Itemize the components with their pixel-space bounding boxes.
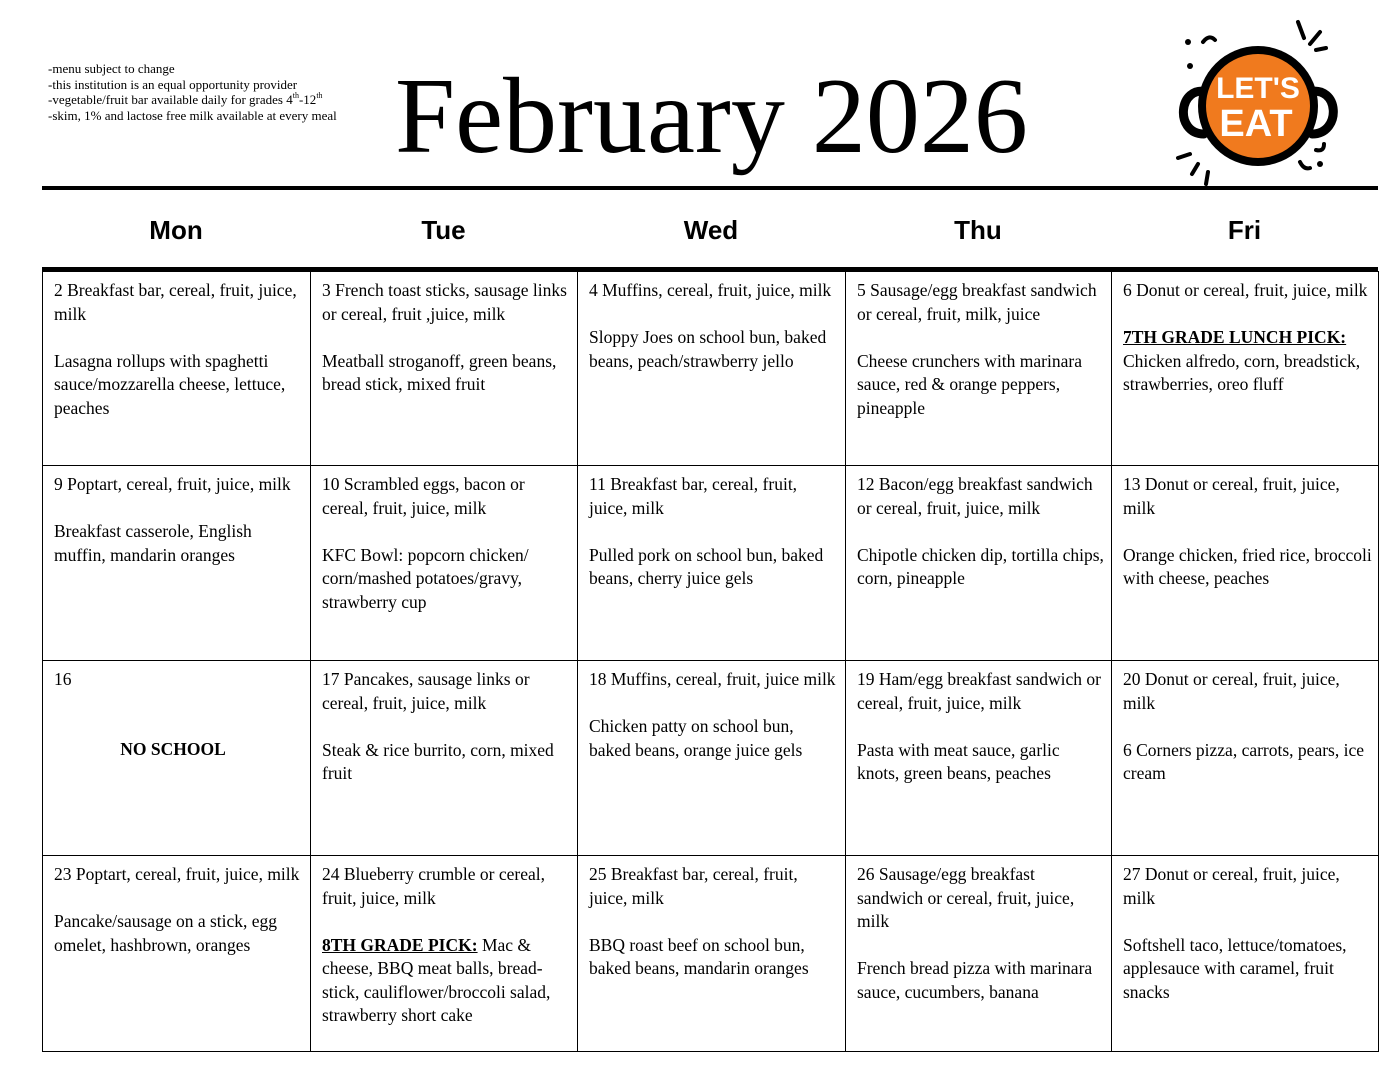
header-wed: Wed — [683, 215, 739, 245]
day-cell: 5 Sausage/egg breakfast sandwich or cereal, fruit, milk, juice Cheese crunchers with marinara sauce, red & orange peppers, pineapple — [846, 272, 1112, 466]
menu-notes — [48, 61, 348, 123]
day-cell: 11 Breakfast bar, cereal, fruit, juice, milk Pulled pork on school bun, baked beans, cherry juice gels — [578, 466, 846, 661]
day-cell: 16 NO SCHOOL — [43, 661, 311, 856]
header-tue: Tue — [421, 215, 466, 245]
day-cell: 27 Donut or cereal, fruit, juice, milk Softshell taco, lettuce/tomatoes, applesauce with caramel, fruit snacks — [1112, 856, 1379, 1052]
note-veg-fruit-bar: -vegetable/fruit bar available daily for grades 4th-12th — [48, 91, 323, 107]
week-row — [43, 272, 1379, 466]
week-row — [43, 661, 1379, 856]
header-thu: Thu — [954, 215, 1002, 245]
week-row — [43, 466, 1379, 661]
no-school-label: NO SCHOOL — [120, 738, 226, 759]
title-divider — [42, 186, 1378, 190]
day-cell: 19 Ham/egg breakfast sandwich or cereal, fruit, juice, milk Pasta with meat sauce, garlic knots, green beans, peaches — [846, 661, 1112, 856]
note-milk-options: -skim, 1% and lactose free milk available at every meal — [48, 107, 337, 123]
grade-lunch-pick: 8TH GRADE PICK: — [322, 934, 478, 955]
pot-icon — [1168, 14, 1348, 194]
day-cell: 9 Poptart, cereal, fruit, juice, milk Breakfast casserole, English muffin, mandarin oranges — [43, 466, 311, 661]
grade-lunch-pick: 7TH GRADE LUNCH PICK: — [1123, 327, 1347, 347]
day-cell: 25 Breakfast bar, cereal, fruit, juice, milk BBQ roast beef on school bun, baked beans, mandarin oranges — [578, 856, 846, 1052]
day-cell: 13 Donut or cereal, fruit, juice, milk Orange chicken, fried rice, broccoli with cheese, peaches — [1112, 466, 1379, 661]
day-cell: 26 Sausage/egg breakfast sandwich or cereal, fruit, juice, milk French bread pizza with marinara sauce, cucumbers, banana — [846, 856, 1112, 1052]
page-title: February 2026 — [395, 57, 1028, 176]
day-cell: 24 Blueberry crumble or cereal, fruit, juice, milk 8TH GRADE PICK: Mac & cheese, BBQ meat balls, bread-stick, cauliflower/broccoli salad, strawberry short cake — [311, 856, 578, 1052]
header-mon: Mon — [149, 215, 203, 245]
day-cell: 6 Donut or cereal, fruit, juice, milk 7TH GRADE LUNCH PICK: Chicken alfredo, corn, breadstick, strawberries, oreo fluff — [1112, 272, 1379, 466]
logo-text-lets: LET'S — [1216, 72, 1300, 105]
header-fri: Fri — [1227, 215, 1262, 245]
day-cell: 17 Pancakes, sausage links or cereal, fruit, juice, milk Steak & rice burrito, corn, mixed fruit — [311, 661, 578, 856]
note-equal-opportunity: -this institution is an equal opportunity provider — [48, 76, 298, 92]
day-cell: 2 Breakfast bar, cereal, fruit, juice, milk Lasagna rollups with spaghetti sauce/mozzarella cheese, lettuce, peaches — [43, 272, 311, 466]
weekday-headers — [42, 200, 1378, 260]
day-cell: 4 Muffins, cereal, fruit, juice, milk Sloppy Joes on school bun, baked beans, peach/strawberry jello — [578, 272, 846, 466]
note-subject-to-change: -menu subject to change — [48, 61, 175, 76]
week-row — [43, 856, 1379, 1052]
day-cell: 18 Muffins, cereal, fruit, juice milk Chicken patty on school bun, baked beans, orange juice gels — [578, 661, 846, 856]
day-cell: 10 Scrambled eggs, bacon or cereal, fruit, juice, milk KFC Bowl: popcorn chicken/ corn/mashed potatoes/gravy, strawberry cup — [311, 466, 578, 661]
day-cell: 3 French toast sticks, sausage links or cereal, fruit ,juice, milk Meatball stroganoff, green beans, bread stick, mixed fruit — [311, 272, 578, 466]
day-cell: 20 Donut or cereal, fruit, juice, milk 6 Corners pizza, carrots, pears, ice cream — [1112, 661, 1379, 856]
day-cell: 12 Bacon/egg breakfast sandwich or cereal, fruit, juice, milk Chipotle chicken dip, tortilla chips, corn, pineapple — [846, 466, 1112, 661]
day-cell: 23 Poptart, cereal, fruit, juice, milk Pancake/sausage on a stick, egg omelet, hashbrown, oranges — [43, 856, 311, 1052]
logo-text-eat: EAT — [1219, 103, 1293, 145]
menu-calendar — [42, 267, 1378, 1050]
